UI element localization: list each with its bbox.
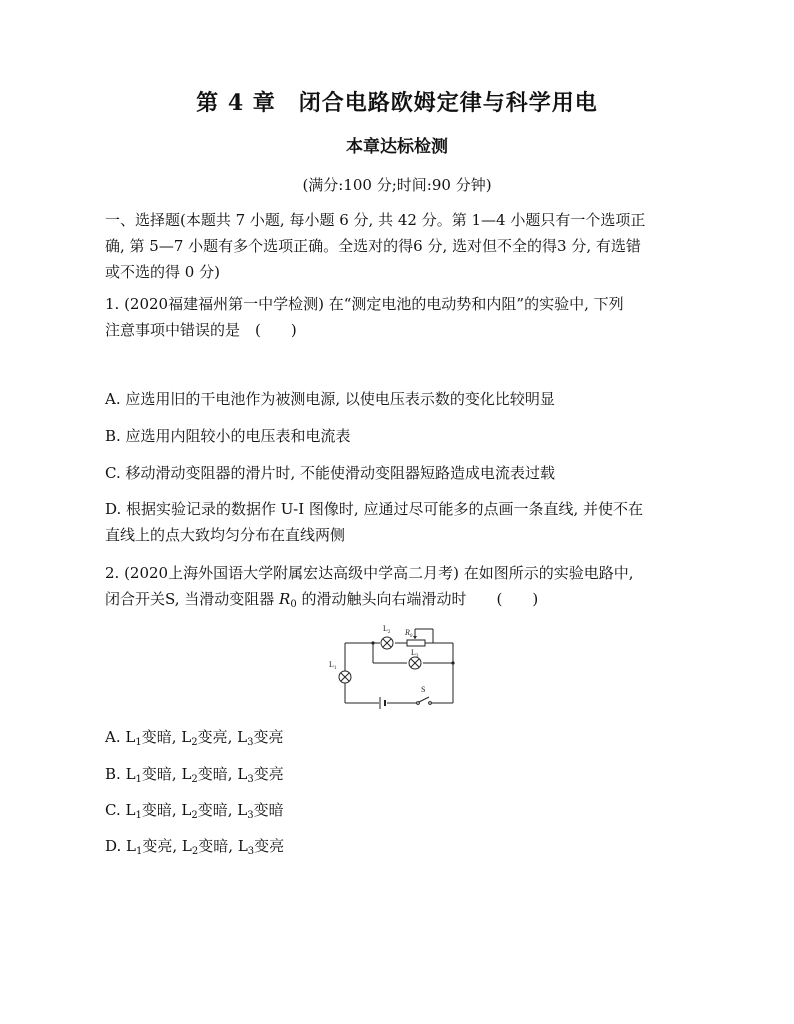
q1-option-c: C. 移动滑动变阻器的滑片时, 不能使滑动变阻器短路造成电流表过载	[105, 464, 556, 482]
option-text: 变亮,	[197, 728, 238, 746]
lamp-symbol: L	[126, 837, 136, 855]
label-s: S	[421, 685, 426, 694]
question-line	[105, 586, 690, 618]
lamp-symbol: L	[237, 801, 248, 819]
resistor-subscript: 0	[290, 599, 297, 610]
label-l3: $L_3$	[411, 648, 419, 659]
lamp-subscript: 1	[135, 774, 142, 785]
question-line: 1. (2020福建福州第一中学检测) 在“测定电池的电动势和内阻”的实验中, 下列	[105, 295, 624, 313]
option-text: 变亮	[253, 728, 284, 746]
lamp-subscript: 3	[247, 774, 254, 785]
chapter-subtitle: 本章达标检测	[346, 137, 448, 157]
q2-option-b	[105, 763, 284, 785]
option-text: 变暗,	[198, 837, 238, 855]
lamp-subscript: 3	[247, 846, 255, 857]
question-line: 2. (2020上海外国语大学附属宏达高级中学高二月考) 在如图所示的实验电路中,	[105, 564, 634, 582]
q1-option-a: A. 应选用旧的干电池作为被测电源, 以使电压表示数的变化比较明显	[105, 390, 555, 408]
option-text: 变暗,	[141, 765, 182, 783]
lamp-subscript: 1	[136, 846, 143, 857]
lamp-symbol: L	[237, 728, 248, 746]
option-text: 变暗,	[197, 765, 238, 783]
lamp-subscript: 1	[135, 810, 142, 821]
option-line: D. 根据实验记录的数据作 U-I 图像时, 应通过尽可能多的点画一条直线, 并使不在	[105, 500, 644, 518]
q2-option-c	[105, 799, 284, 821]
lamp-symbol: L	[237, 765, 248, 783]
lamp-subscript: 3	[247, 737, 254, 748]
option-key: C.	[105, 801, 126, 819]
q2-option-a	[105, 726, 284, 748]
section-line: 或不选的得 0 分)	[105, 263, 220, 281]
q1-option-d	[105, 496, 690, 548]
question-line: 注意事项中错误的是 ( )	[105, 321, 297, 339]
option-key: B.	[105, 765, 126, 783]
option-text: 变亮	[253, 765, 284, 783]
chapter-title: 第 4 章 闭合电路欧姆定律与科学用电	[196, 90, 598, 116]
lamp-symbol: L	[125, 801, 136, 819]
option-line: 直线上的点大致均匀分布在直线两侧	[105, 526, 346, 544]
lamp-symbol: L	[125, 765, 136, 783]
q1-option-b: B. 应选用内阻较小的电压表和电流表	[105, 427, 351, 445]
lamp-subscript: 2	[191, 810, 198, 821]
resistor-symbol: R	[279, 590, 291, 608]
option-text: 变暗,	[141, 728, 182, 746]
lamp-subscript: 2	[191, 774, 198, 785]
section-instructions	[105, 207, 690, 285]
question-2-stem	[105, 560, 690, 618]
option-text: 变亮	[254, 837, 285, 855]
option-key: D.	[105, 837, 127, 855]
lamp-symbol: L	[181, 728, 192, 746]
lamp-symbol: L	[181, 765, 192, 783]
label-r0: $R_0$	[405, 628, 413, 639]
lamp-subscript: 1	[135, 737, 142, 748]
question-text: 的滑动触头向右端滑动时 ( )	[296, 590, 539, 608]
lamp-symbol: L	[125, 728, 136, 746]
option-text: 变暗,	[141, 801, 182, 819]
lamp-symbol: L	[181, 801, 192, 819]
lamp-symbol: L	[181, 837, 192, 855]
lamp-symbol: L	[237, 837, 248, 855]
question-1-stem	[105, 291, 690, 343]
section-line: 一、选择题(本题共 7 小题, 每小题 6 分, 共 42 分。第 1—4 小题只有一个选项正	[105, 211, 646, 229]
label-l2: $L_2$	[383, 624, 391, 635]
label-l1: $L_1$	[329, 660, 337, 671]
exam-info: (满分:100 分;时间:90 分钟)	[302, 176, 492, 194]
q2-option-d	[105, 835, 284, 857]
option-text: 变暗,	[197, 801, 238, 819]
option-text: 变亮,	[142, 837, 182, 855]
lamp-subscript: 3	[247, 810, 254, 821]
circuit-diagram	[325, 615, 465, 715]
section-line: 确, 第 5—7 小题有多个选项正确。全选对的得6 分, 选对但不全的得3 分, 有选错	[105, 237, 641, 255]
question-text: 闭合开关S, 当滑动变阻器	[105, 590, 280, 608]
lamp-subscript: 2	[191, 846, 199, 857]
option-key: A.	[105, 728, 126, 746]
lamp-subscript: 2	[191, 737, 198, 748]
option-text: 变暗	[253, 801, 284, 819]
